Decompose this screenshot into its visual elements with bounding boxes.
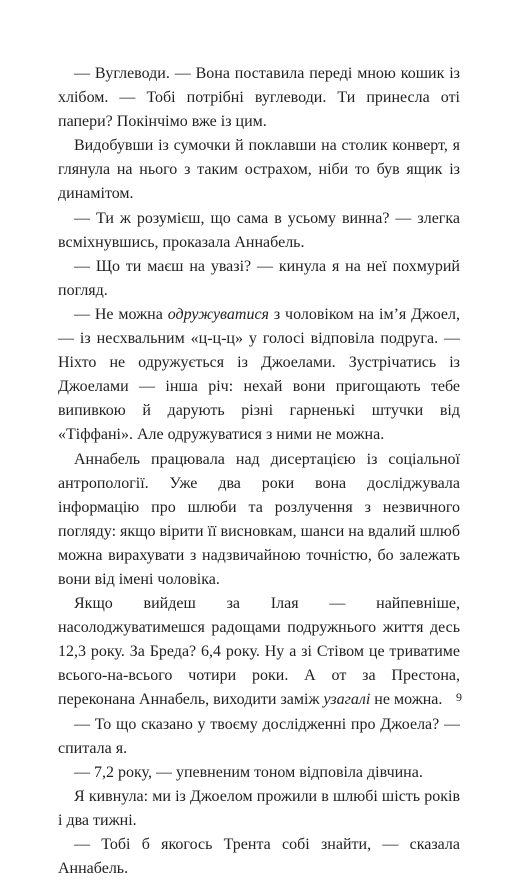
paragraph-4: — Що ти маєш на увазі? — кинула я на неї похмурий погляд. <box>58 257 460 299</box>
paragraph-6: Аннабель працювала над дисертацією із соціальної антропології. Уже два роки вона досліджувала інформацію про шлюби та розлучення з незвичного погляду: якщо вірити її висновкам, шанси на вдалий шлюб можна вирахувати з надзвичайною точністю, бо залежать вони від імені чоловіка. <box>58 450 460 588</box>
paragraph-1: — Вуглеводи. — Вона поставила переді мною кошик із хлібом. — Тобі потрібні вуглеводи. Ти принесла оті папери? Покінчімо вже із цим. <box>58 65 460 131</box>
paragraph-8: — То що сказано у твоєму дослідженні про Джоела? — спитала я. <box>58 715 460 757</box>
paragraph-5: — Не можна одружуватися з чоловіком на ім’я Джоел, — із несхвальним «ц-ц-ц» у голосі відповіла подруга. — Ніхто не одружується із Джоелами. Зустрічатись із Джоелами — інша річ: нехай вони пригощають тебе випивкою й дарують різні гарненькі штучки від «Тіффані». Але одружуватися з ними не можна. <box>58 305 460 444</box>
paragraph-2: Видобувши із сумочки й поклавши на столик конверт, я глянула на нього з таким острахом, ніби то був ящик із динамітом. <box>58 137 460 203</box>
page-number: 9 <box>456 690 462 704</box>
paragraph-10: Я кивнула: ми із Джоелом прожили в шлюбі шість років і два тижні. <box>58 787 460 829</box>
paragraph-3: — Ти ж розумієш, що сама в усьому винна? — злегка всміхнувшись, проказала Аннабель. <box>58 209 460 251</box>
paragraph-9: — 7,2 року, — упевненим тоном відповіла дівчина. <box>74 763 423 781</box>
emphasis-word: одружуватися <box>167 305 269 323</box>
emphasis-word: узагалі <box>323 691 371 709</box>
paragraph-11: — Тобі б якогось Трента собі знайти, — сказала Аннабель. <box>58 836 460 878</box>
paragraph-7: Якщо вийдеш за Ілая — найпевніше, насолоджуватимешся радощами подружнього життя десь 12,3 року. За Бреда? 6,4 року. Ну а зі Стівом це триватиме всього-на-всього чотири роки. А от за Престона, переконана Аннабель, виходити заміж узагалі не можна. <box>58 595 460 709</box>
body-text <box>58 62 460 881</box>
